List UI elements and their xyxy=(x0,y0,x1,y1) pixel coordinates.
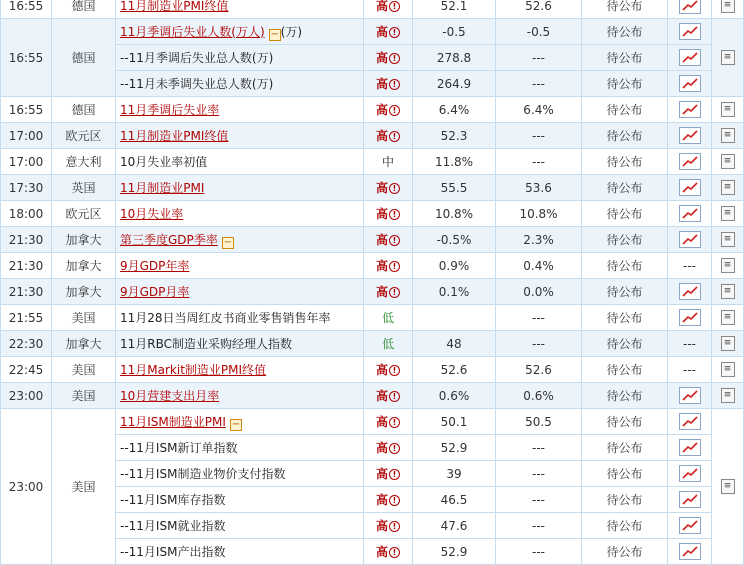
actual-cell: 待公布 xyxy=(582,383,668,409)
collapse-icon[interactable]: − xyxy=(231,418,241,430)
alert-icon: ! xyxy=(389,1,400,12)
event-cell xyxy=(116,331,364,357)
trend-chart-icon[interactable] xyxy=(679,127,701,144)
alert-icon: ! xyxy=(389,469,400,480)
alert-icon: ! xyxy=(389,105,400,116)
trend-chart-icon[interactable] xyxy=(679,205,701,222)
trend-chart-icon[interactable] xyxy=(679,387,701,404)
time-cell: 16:55 xyxy=(1,19,52,97)
table-row xyxy=(1,253,744,279)
alert-icon: ! xyxy=(389,521,400,532)
importance-label: 高 xyxy=(375,415,388,429)
chart-cell xyxy=(668,279,712,305)
time-cell: 17:00 xyxy=(1,149,52,175)
actual-cell: 待公布 xyxy=(582,45,668,71)
previous-cell: 52.6 xyxy=(413,357,496,383)
no-chart-label: --- xyxy=(683,336,696,351)
detail-cell xyxy=(712,279,744,305)
forecast-cell: --- xyxy=(496,331,582,357)
alert-icon: ! xyxy=(389,495,400,506)
importance-cell xyxy=(364,253,413,279)
event-cell xyxy=(116,435,364,461)
chart-cell xyxy=(668,149,712,175)
previous-cell: 48 xyxy=(413,331,496,357)
trend-chart-icon[interactable] xyxy=(679,517,701,534)
actual-cell: 待公布 xyxy=(582,123,668,149)
importance-cell xyxy=(364,175,413,201)
country-cell: 英国 xyxy=(52,175,116,201)
importance-cell xyxy=(364,71,413,97)
collapse-icon[interactable]: − xyxy=(270,28,279,40)
event-name: --11月季调后失业总人数(万) xyxy=(120,51,274,65)
detail-cell xyxy=(712,149,744,175)
previous-cell: 10.8% xyxy=(413,201,496,227)
actual-cell: 待公布 xyxy=(582,253,668,279)
trend-chart-icon[interactable] xyxy=(679,49,701,66)
time-cell: 18:00 xyxy=(1,201,52,227)
event-cell xyxy=(116,175,364,201)
detail-cell xyxy=(712,383,744,409)
detail-doc-icon[interactable]: ≡ xyxy=(721,479,735,494)
forecast-cell: 2.3% xyxy=(496,227,582,253)
previous-cell: 52.9 xyxy=(413,435,496,461)
table-row xyxy=(1,175,744,201)
detail-cell xyxy=(712,0,744,19)
chart-cell xyxy=(668,435,712,461)
importance-label: 高 xyxy=(375,77,388,91)
alert-icon: ! xyxy=(389,365,400,376)
chart-cell xyxy=(668,123,712,149)
importance-label: 高 xyxy=(375,25,388,39)
actual-cell: 待公布 xyxy=(582,409,668,435)
event-cell xyxy=(116,539,364,565)
previous-cell: 6.4% xyxy=(413,97,496,123)
importance-label: 高 xyxy=(375,233,388,247)
previous-cell: 0.1% xyxy=(413,279,496,305)
event-cell xyxy=(116,357,364,383)
previous-cell: 50.1 xyxy=(413,409,496,435)
chart-cell xyxy=(668,305,712,331)
country-cell: 德国 xyxy=(52,19,116,97)
event-cell xyxy=(116,383,364,409)
country-cell: 意大利 xyxy=(52,149,116,175)
alert-icon: ! xyxy=(389,209,400,220)
table-row xyxy=(1,227,744,253)
forecast-cell: 53.6 xyxy=(496,175,582,201)
time-cell: 23:00 xyxy=(1,383,52,409)
detail-doc-icon[interactable]: ≡ xyxy=(721,0,735,13)
table-row xyxy=(1,357,744,383)
event-cell xyxy=(116,305,364,331)
previous-cell: -0.5% xyxy=(413,227,496,253)
event-name: --11月ISM产出指数 xyxy=(120,545,226,559)
actual-cell: 待公布 xyxy=(582,97,668,123)
alert-icon: ! xyxy=(389,391,400,402)
importance-label: 高 xyxy=(375,51,388,65)
alert-icon: ! xyxy=(389,417,400,428)
importance-label: 高 xyxy=(375,285,388,299)
detail-doc-icon[interactable]: ≡ xyxy=(721,388,735,403)
actual-cell: 待公布 xyxy=(582,331,668,357)
actual-cell: 待公布 xyxy=(582,357,668,383)
chart-cell xyxy=(668,227,712,253)
alert-icon: ! xyxy=(389,183,400,194)
previous-cell: 264.9 xyxy=(413,71,496,97)
importance-cell xyxy=(364,0,413,19)
time-cell: 16:55 xyxy=(1,97,52,123)
chart-cell xyxy=(668,71,712,97)
event-name: --11月ISM制造业物价支付指数 xyxy=(120,467,286,481)
event-link[interactable]: 11月季调后失业率 xyxy=(120,103,220,117)
importance-label: 高 xyxy=(375,467,388,481)
forecast-cell: 6.4% xyxy=(496,97,582,123)
country-cell: 德国 xyxy=(52,97,116,123)
event-link[interactable]: 9月GDP月率 xyxy=(120,285,190,299)
trend-chart-icon[interactable] xyxy=(679,0,701,14)
event-link[interactable]: 11月ISM制造业PMI xyxy=(120,414,226,429)
importance-label: 高 xyxy=(375,259,388,273)
importance-cell xyxy=(364,19,413,45)
event-name: 11月28日当周红皮书商业零售销售年率 xyxy=(120,311,331,325)
actual-cell: 待公布 xyxy=(582,487,668,513)
time-cell: 21:30 xyxy=(1,279,52,305)
chart-cell xyxy=(668,539,712,565)
trend-chart-icon[interactable] xyxy=(679,491,701,508)
table-row xyxy=(1,123,744,149)
detail-doc-icon[interactable]: ≡ xyxy=(721,232,735,247)
forecast-cell: --- xyxy=(496,71,582,97)
forecast-cell: 52.6 xyxy=(496,0,582,19)
chart-cell xyxy=(668,409,712,435)
event-cell xyxy=(116,0,364,19)
importance-cell xyxy=(364,45,413,71)
actual-cell: 待公布 xyxy=(582,0,668,19)
trend-chart-icon[interactable] xyxy=(679,543,701,560)
detail-cell xyxy=(712,97,744,123)
calendar-body xyxy=(1,0,744,565)
event-cell xyxy=(116,19,364,45)
trend-chart-icon[interactable] xyxy=(679,439,701,456)
event-link[interactable]: 11月制造业PMI终值 xyxy=(120,129,229,143)
time-cell: 22:45 xyxy=(1,357,52,383)
event-name: --11月ISM就业指数 xyxy=(120,519,226,533)
previous-cell: 47.6 xyxy=(413,513,496,539)
forecast-cell: -0.5 xyxy=(496,19,582,45)
event-cell xyxy=(116,227,364,253)
importance-cell xyxy=(364,149,413,175)
event-name: --11月未季调失业总人数(万) xyxy=(120,77,274,91)
chart-cell xyxy=(668,0,712,19)
chart-cell xyxy=(668,383,712,409)
chart-cell xyxy=(668,357,712,383)
country-cell: 加拿大 xyxy=(52,331,116,357)
actual-cell: 待公布 xyxy=(582,175,668,201)
importance-cell xyxy=(364,97,413,123)
trend-chart-icon[interactable] xyxy=(679,23,701,40)
previous-cell xyxy=(413,305,496,331)
forecast-cell: 0.6% xyxy=(496,383,582,409)
country-cell: 德国 xyxy=(52,0,116,19)
no-chart-label: --- xyxy=(683,362,696,377)
event-name: 10月失业率初值 xyxy=(120,155,208,169)
event-link[interactable]: 11月季调后失业人数(万人) xyxy=(120,24,265,39)
detail-cell xyxy=(712,19,744,97)
table-row xyxy=(1,409,744,435)
importance-cell xyxy=(364,487,413,513)
event-cell xyxy=(116,201,364,227)
event-name: --11月ISM库存指数 xyxy=(120,493,226,507)
time-cell: 21:55 xyxy=(1,305,52,331)
table-row xyxy=(1,19,744,45)
event-cell xyxy=(116,279,364,305)
time-cell: 22:30 xyxy=(1,331,52,357)
forecast-cell: --- xyxy=(496,305,582,331)
event-cell xyxy=(116,487,364,513)
actual-cell: 待公布 xyxy=(582,201,668,227)
event-link[interactable]: 10月营建支出月率 xyxy=(120,389,220,403)
time-cell: 17:30 xyxy=(1,175,52,201)
time-cell: 16:55 xyxy=(1,0,52,19)
chart-cell xyxy=(668,97,712,123)
importance-cell xyxy=(364,539,413,565)
chart-cell xyxy=(668,253,712,279)
event-cell xyxy=(116,461,364,487)
detail-doc-icon[interactable]: ≡ xyxy=(721,154,735,169)
importance-cell xyxy=(364,435,413,461)
trend-chart-icon[interactable] xyxy=(679,75,701,92)
forecast-cell: --- xyxy=(496,149,582,175)
trend-chart-icon[interactable] xyxy=(679,413,701,430)
event-link[interactable]: 9月GDP年率 xyxy=(120,259,190,273)
country-cell: 美国 xyxy=(52,305,116,331)
importance-label: 低 xyxy=(381,337,394,351)
event-cell xyxy=(116,513,364,539)
event-link[interactable]: 11月制造业PMI终值 xyxy=(120,0,229,13)
trend-chart-icon[interactable] xyxy=(679,231,701,248)
importance-label: 高 xyxy=(375,363,388,377)
detail-cell xyxy=(712,175,744,201)
importance-cell xyxy=(364,513,413,539)
detail-doc-icon[interactable]: ≡ xyxy=(721,128,735,143)
previous-cell: 39 xyxy=(413,461,496,487)
table-row xyxy=(1,0,744,19)
importance-label: 高 xyxy=(375,0,388,13)
importance-label: 高 xyxy=(375,181,388,195)
actual-cell: 待公布 xyxy=(582,227,668,253)
detail-doc-icon[interactable]: ≡ xyxy=(721,310,735,325)
detail-doc-icon[interactable]: ≡ xyxy=(721,102,735,117)
chart-cell xyxy=(668,487,712,513)
chart-cell xyxy=(668,461,712,487)
importance-cell xyxy=(364,409,413,435)
event-link[interactable]: 10月失业率 xyxy=(120,207,184,221)
forecast-cell: 10.8% xyxy=(496,201,582,227)
importance-label: 高 xyxy=(375,389,388,403)
forecast-cell: --- xyxy=(496,461,582,487)
detail-cell xyxy=(712,305,744,331)
event-name: 11月RBC制造业采购经理人指数 xyxy=(120,337,293,351)
detail-cell xyxy=(712,201,744,227)
trend-chart-icon[interactable] xyxy=(679,283,701,300)
table-row xyxy=(1,331,744,357)
detail-doc-icon[interactable]: ≡ xyxy=(721,180,735,195)
table-row xyxy=(1,305,744,331)
forecast-cell: 50.5 xyxy=(496,409,582,435)
importance-cell xyxy=(364,461,413,487)
country-cell: 美国 xyxy=(52,383,116,409)
alert-icon: ! xyxy=(389,443,400,454)
importance-cell xyxy=(364,305,413,331)
time-cell: 17:00 xyxy=(1,123,52,149)
chart-cell xyxy=(668,331,712,357)
importance-label: 高 xyxy=(375,441,388,455)
previous-cell: -0.5 xyxy=(413,19,496,45)
detail-cell xyxy=(712,409,744,565)
chart-cell xyxy=(668,45,712,71)
detail-cell xyxy=(712,123,744,149)
detail-cell xyxy=(712,357,744,383)
event-cell xyxy=(116,409,364,435)
unit-label: (万) xyxy=(280,24,303,39)
chart-cell xyxy=(668,513,712,539)
trend-chart-icon[interactable] xyxy=(679,465,701,482)
event-cell xyxy=(116,123,364,149)
detail-doc-icon[interactable]: ≡ xyxy=(721,258,735,273)
previous-cell: 0.9% xyxy=(413,253,496,279)
table-row xyxy=(1,383,744,409)
event-cell xyxy=(116,149,364,175)
alert-icon: ! xyxy=(389,287,400,298)
detail-doc-icon[interactable]: ≡ xyxy=(721,50,735,65)
forecast-cell: --- xyxy=(496,435,582,461)
importance-label: 高 xyxy=(375,493,388,507)
trend-chart-icon[interactable] xyxy=(679,179,701,196)
previous-cell: 55.5 xyxy=(413,175,496,201)
event-name: --11月ISM新订单指数 xyxy=(120,441,238,455)
alert-icon: ! xyxy=(389,79,400,90)
detail-cell xyxy=(712,227,744,253)
time-cell: 21:30 xyxy=(1,253,52,279)
time-cell: 21:30 xyxy=(1,227,52,253)
detail-doc-icon[interactable]: ≡ xyxy=(721,362,735,377)
previous-cell: 52.9 xyxy=(413,539,496,565)
importance-cell xyxy=(364,201,413,227)
collapse-icon[interactable]: − xyxy=(223,236,232,248)
importance-label: 高 xyxy=(375,129,388,143)
event-cell xyxy=(116,253,364,279)
event-cell xyxy=(116,45,364,71)
forecast-cell: --- xyxy=(496,487,582,513)
no-chart-label: --- xyxy=(683,258,696,273)
alert-icon: ! xyxy=(389,131,400,142)
trend-chart-icon[interactable] xyxy=(679,309,701,326)
importance-cell xyxy=(364,227,413,253)
detail-doc-icon[interactable]: ≡ xyxy=(721,206,735,221)
importance-label: 高 xyxy=(375,207,388,221)
actual-cell: 待公布 xyxy=(582,305,668,331)
importance-label: 高 xyxy=(375,103,388,117)
detail-doc-icon[interactable]: ≡ xyxy=(721,336,735,351)
actual-cell: 待公布 xyxy=(582,539,668,565)
actual-cell: 待公布 xyxy=(582,435,668,461)
forecast-cell: --- xyxy=(496,539,582,565)
time-cell: 23:00 xyxy=(1,409,52,565)
alert-icon: ! xyxy=(389,27,400,38)
alert-icon: ! xyxy=(389,261,400,272)
chart-cell xyxy=(668,201,712,227)
country-cell: 加拿大 xyxy=(52,227,116,253)
table-row xyxy=(1,201,744,227)
importance-cell xyxy=(364,123,413,149)
previous-cell: 52.3 xyxy=(413,123,496,149)
alert-icon: ! xyxy=(389,235,400,246)
actual-cell: 待公布 xyxy=(582,279,668,305)
importance-label: 高 xyxy=(375,519,388,533)
previous-cell: 46.5 xyxy=(413,487,496,513)
chart-cell xyxy=(668,175,712,201)
table-row xyxy=(1,149,744,175)
previous-cell: 0.6% xyxy=(413,383,496,409)
importance-cell xyxy=(364,331,413,357)
forecast-cell: --- xyxy=(496,513,582,539)
detail-cell xyxy=(712,253,744,279)
event-link[interactable]: 第三季度GDP季率 xyxy=(120,232,218,247)
importance-cell xyxy=(364,279,413,305)
previous-cell: 52.1 xyxy=(413,0,496,19)
previous-cell: 11.8% xyxy=(413,149,496,175)
alert-icon: ! xyxy=(389,547,400,558)
country-cell: 欧元区 xyxy=(52,123,116,149)
country-cell: 加拿大 xyxy=(52,253,116,279)
event-link[interactable]: 11月制造业PMI xyxy=(120,181,205,195)
country-cell: 美国 xyxy=(52,409,116,565)
importance-cell xyxy=(364,383,413,409)
actual-cell: 待公布 xyxy=(582,19,668,45)
country-cell: 加拿大 xyxy=(52,279,116,305)
country-cell: 美国 xyxy=(52,357,116,383)
actual-cell: 待公布 xyxy=(582,149,668,175)
trend-chart-icon[interactable] xyxy=(679,101,701,118)
trend-chart-icon[interactable] xyxy=(679,153,701,170)
alert-icon: ! xyxy=(389,53,400,64)
detail-cell xyxy=(712,331,744,357)
forecast-cell: 0.4% xyxy=(496,253,582,279)
table-row xyxy=(1,97,744,123)
event-cell xyxy=(116,97,364,123)
forecast-cell: 52.6 xyxy=(496,357,582,383)
country-cell: 欧元区 xyxy=(52,201,116,227)
importance-cell xyxy=(364,357,413,383)
table-row xyxy=(1,279,744,305)
actual-cell: 待公布 xyxy=(582,71,668,97)
actual-cell: 待公布 xyxy=(582,513,668,539)
previous-cell: 278.8 xyxy=(413,45,496,71)
actual-cell: 待公布 xyxy=(582,461,668,487)
forecast-cell: --- xyxy=(496,45,582,71)
event-link[interactable]: 11月Markit制造业PMI终值 xyxy=(120,363,267,377)
event-cell xyxy=(116,71,364,97)
importance-label: 高 xyxy=(375,545,388,559)
importance-label: 低 xyxy=(381,311,394,325)
detail-doc-icon[interactable]: ≡ xyxy=(721,284,735,299)
forecast-cell: --- xyxy=(496,123,582,149)
chart-cell xyxy=(668,19,712,45)
forecast-cell: 0.0% xyxy=(496,279,582,305)
importance-label: 中 xyxy=(381,155,394,169)
